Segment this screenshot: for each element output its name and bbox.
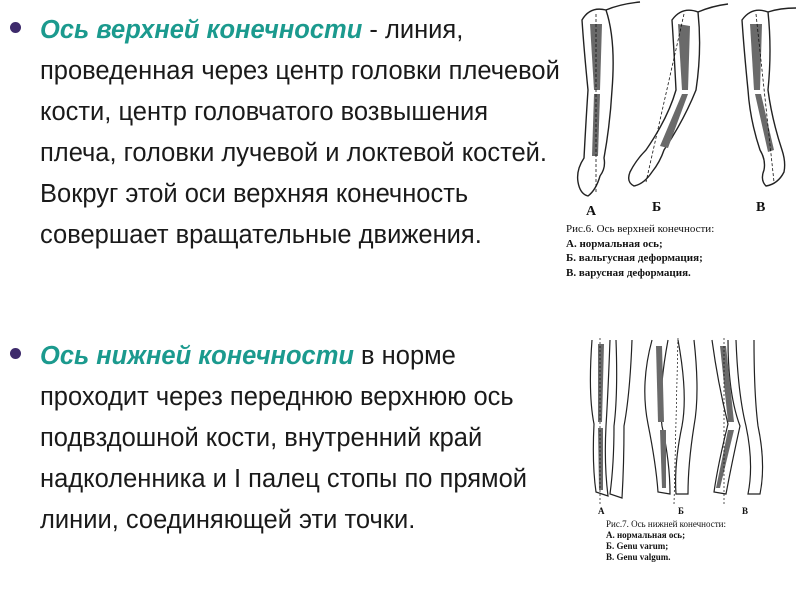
figure-letter-v: В [742,506,749,516]
term-lower-limb-axis: Ось нижней конечности [40,342,354,370]
definition-lower-limb-axis: в норме проходит через переднюю верхнюю ось подвздошной кости, внутренний край надколенника и I палец стопы по прямой линии, соединяющей эти точки. [40,342,527,534]
bullet-text [40,10,570,256]
term-upper-limb-axis: Ось верхней конечности [40,16,363,44]
bullet-dot [10,22,21,33]
caption-line: А. нормальная ось; [606,530,686,540]
caption-line: А. нормальная ось; [566,237,663,250]
figure-letter-a: А [586,204,597,219]
figure-letter-v: В [756,200,766,215]
figure-letter-b: Б [678,506,684,516]
caption-line: Б. Genu varum; [606,541,669,551]
figure-letter-b: Б [652,200,662,215]
caption-line: В. варусная деформация. [566,266,691,279]
caption-line: В. Genu valgum. [606,552,671,562]
figure-letter-a: А [598,506,605,516]
bullet-lower-limb-axis [10,336,570,541]
caption-title: Рис.7. Ось нижней конечности: [606,519,726,529]
figure-upper-limb-axis [560,0,800,300]
caption-line: Б. вальгусная деформация; [566,252,703,264]
bullet-dot [10,348,21,359]
definition-upper-limb-axis: - линия, проведенная через центр головки плечевой кости, центр головчатого возвышения плеча, головки лучевой и локтевой костей. Вокруг этой оси верхняя конечность совершает вращательные движения. [40,16,560,249]
bullet-upper-limb-axis [10,10,570,256]
caption-title: Рис.6. Ось верхней конечности: [566,223,715,235]
figure-caption-lower [606,519,726,563]
figure-caption-upper [566,222,714,280]
figure-lower-limb-axis [578,334,778,582]
bullet-text [40,336,570,541]
